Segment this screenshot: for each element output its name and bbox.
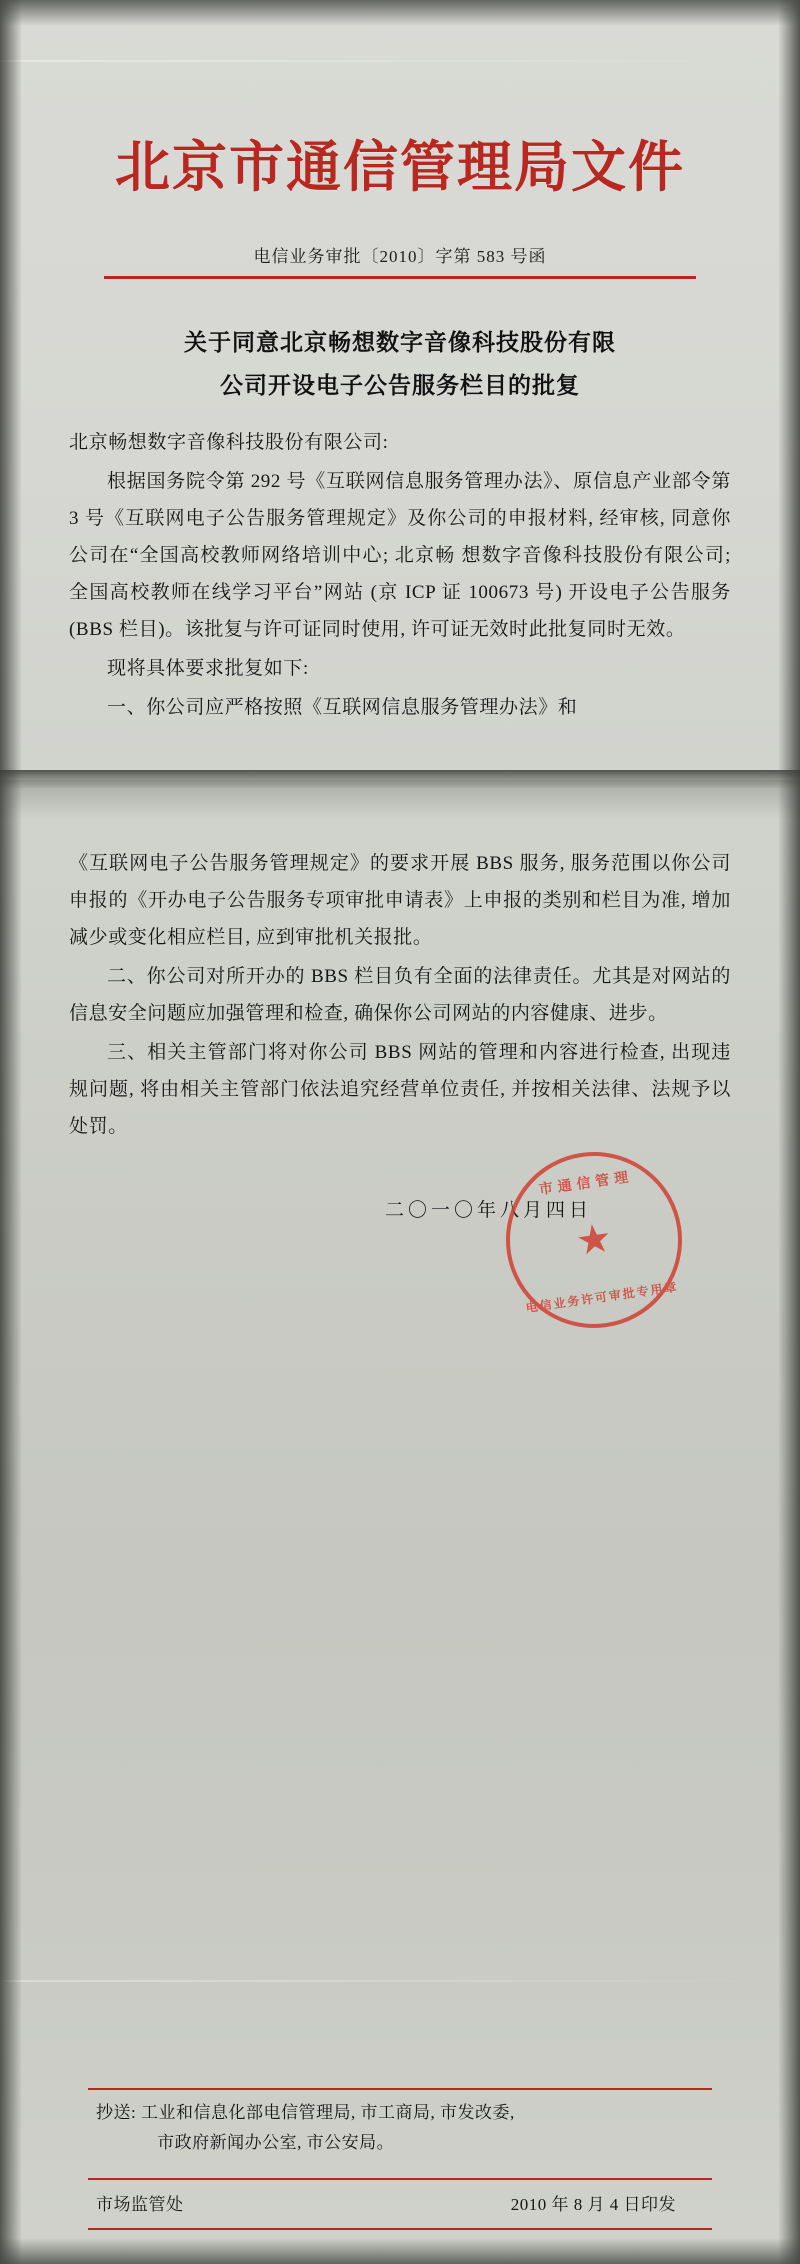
body-first-half xyxy=(69,424,731,728)
masthead-divider xyxy=(104,276,696,279)
paragraph-item-one-part1: 一、你公司应严格按照《互联网信息服务管理办法》和 xyxy=(107,697,578,719)
cc-recipients-2: 市政府新闻办公室, 市公安局。 xyxy=(157,2132,395,2152)
paragraph-item-three: 三、相关主管部门将对你公司 BBS 网站的管理和内容进行检查, 出现违规问题, 将由相关主管部门依法追究经营单位责任, 并按相关法律、法规予以处罚。 xyxy=(69,1042,731,1138)
footer-divider-middle xyxy=(88,2178,712,2180)
cc-recipients-1: 工业和信息化部电信管理局, 市工商局, 市发改委, xyxy=(140,2103,515,2122)
body-second-half xyxy=(69,845,731,1147)
page-title-line-2: 公司开设电子公告服务栏目的批复 xyxy=(220,372,580,398)
paper-sheet xyxy=(60,0,740,2264)
seal-bottom-text: 电信业务许可审批专用章 xyxy=(524,1279,680,1316)
salutation: 北京畅想数字音像科技股份有限公司: xyxy=(69,432,389,453)
footer-divider-top xyxy=(88,2088,712,2090)
seal-top-text: 市通信管理 xyxy=(538,1170,635,1199)
footer-row xyxy=(96,2190,704,2215)
masthead-title: 北京市通信管理局文件 xyxy=(114,137,685,198)
paragraph-requirements-lead: 现将具体要求批复如下: xyxy=(107,658,309,680)
paragraph-item-one-part2: 《互联网电子公告服务管理规定》的要求开展 BBS 服务, 服务范围以你公司申报的《开办电子公告服务专项审批申请表》上申报的类别和栏目为准, 增加减少或变化相应栏目, 应到审批机关报批。 xyxy=(69,853,731,949)
star-icon: ★ xyxy=(573,1214,615,1265)
page-title xyxy=(130,322,670,407)
page-title-line-1: 关于同意北京畅想数字音像科技股份有限 xyxy=(184,330,616,355)
cc-line-1 xyxy=(96,2098,704,2128)
cc-label: 抄送: xyxy=(96,2103,137,2122)
document-number: 电信业务审批〔2010〕字第 583 号函 xyxy=(253,247,547,266)
paragraph-item-two: 二、你公司对所开办的 BBS 栏目负有全面的法律责任。尤其是对网站的信息安全问题应加强管理和检查, 确保你公司网站的内容健康、进步。 xyxy=(69,966,731,1025)
page-edge-left xyxy=(0,0,22,2264)
official-seal xyxy=(495,1141,694,1340)
paragraph-basis: 根据国务院令第 292 号《互联网信息服务管理办法》、原信息产业部令第 3 号《互联网电子公告服务管理规定》及你公司的申报材料, 经审核, 同意你公司在“全国高校教师网络培训中心; 北京畅 想数字音像科技股份有限公司; 全国高校教师在线学习平台”网站 (京 ICP 证 100673 号) 开设电子公告服务(BBS 栏目)。该批复与许可证同时使用, 许可证无效时此批复同时无效。 xyxy=(69,471,731,641)
print-date: 2010 年 8 月 4 日印发 xyxy=(510,2195,676,2214)
issuing-office: 市场监管处 xyxy=(96,2195,184,2214)
issue-date: 二〇一〇年八月四日 xyxy=(384,1200,592,1221)
masthead xyxy=(60,138,740,199)
cc-block xyxy=(96,2098,704,2158)
footer-divider-bottom xyxy=(88,2228,712,2230)
page-edge-right xyxy=(778,0,800,2264)
